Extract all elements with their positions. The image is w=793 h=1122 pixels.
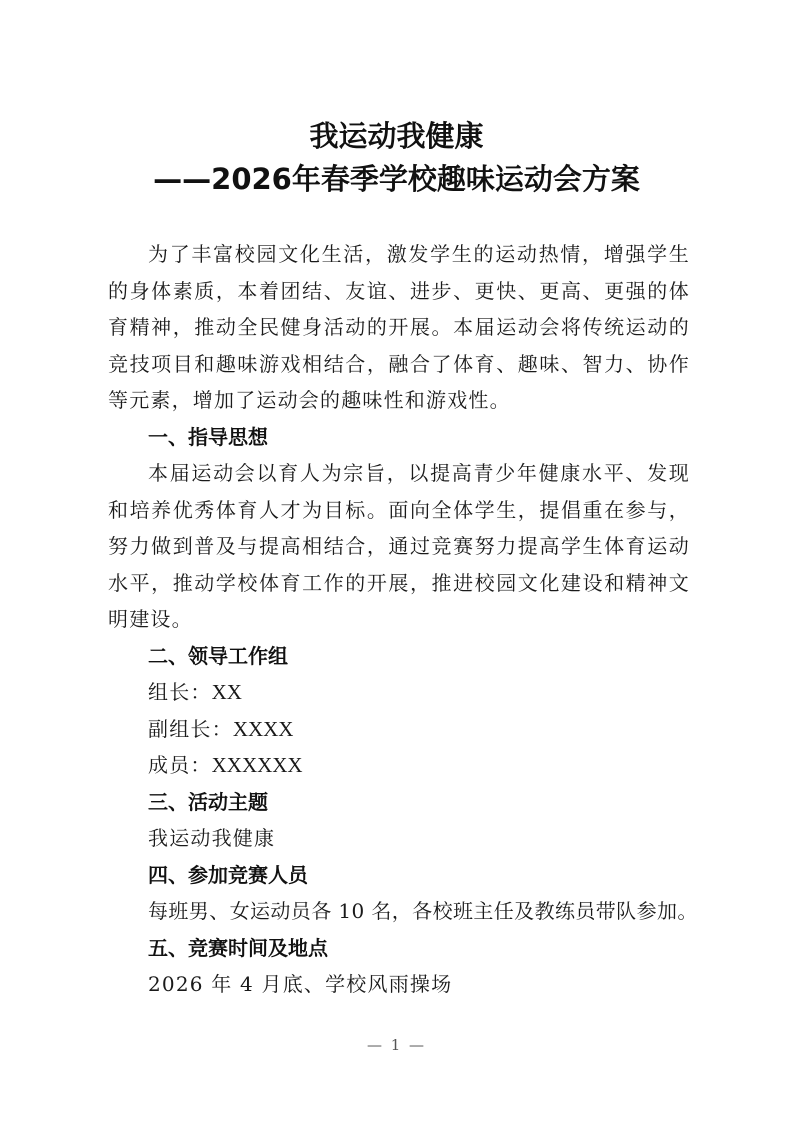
members-label: 成员： xyxy=(148,753,212,777)
members-value: XXXXXX xyxy=(211,753,303,777)
section-heading-leadership-group: 二、领导工作组 xyxy=(148,643,288,668)
deputy-leader-label: 副组长： xyxy=(148,716,233,741)
section-heading-participants: 四、参加竞赛人员 xyxy=(148,862,308,887)
theme-text: 我运动我健康 xyxy=(148,826,276,850)
document-title: 我运动我健康 xyxy=(309,119,484,153)
document-subtitle: ——2026年春季学校趣味运动会方案 xyxy=(153,162,640,196)
leader-value: XX xyxy=(211,680,242,704)
document-body xyxy=(108,236,698,1003)
participants-text: 每班男、女运动员各 10 名，各校班主任及教练员带队参加。 xyxy=(148,899,698,923)
page-number: — 1 — xyxy=(366,1036,427,1054)
section-heading-time-location: 五、竞赛时间及地点 xyxy=(148,935,328,960)
leader-line xyxy=(108,674,690,711)
guiding-ideology-paragraph: 本届运动会以育人为宗旨，以提高青少年健康水平、发现和培养优秀体育人才为目标。面向全体学生，提倡重在参与，努力做到普及与提高相结合，通过竞赛努力提高学生体育运动水平，推动学校体育工作的开展，推进校园文化建设和精神文明建设。 xyxy=(108,461,690,631)
deputy-leader-value: XXXX xyxy=(232,716,294,741)
intro-paragraph: 为了丰富校园文化生活，激发学生的运动热情，增强学生的身体素质，本着团结、友谊、进步、更快、更高、更强的体育精神，推动全民健身活动的开展。本届运动会将传统运动的竞技项目和趣味游戏相结合，融合了体育、趣味、智力、协作等元素，增加了运动会的趣味性和游戏性。 xyxy=(108,242,690,412)
members-line xyxy=(108,747,690,784)
section-heading-guiding-ideology: 一、指导思想 xyxy=(148,424,268,449)
deputy-leader-line xyxy=(108,711,690,748)
time-location-text: 2026 年 4 月底、学校风雨操场 xyxy=(148,972,453,996)
leader-label: 组长： xyxy=(148,680,212,704)
section-heading-theme: 三、活动主题 xyxy=(148,789,268,814)
